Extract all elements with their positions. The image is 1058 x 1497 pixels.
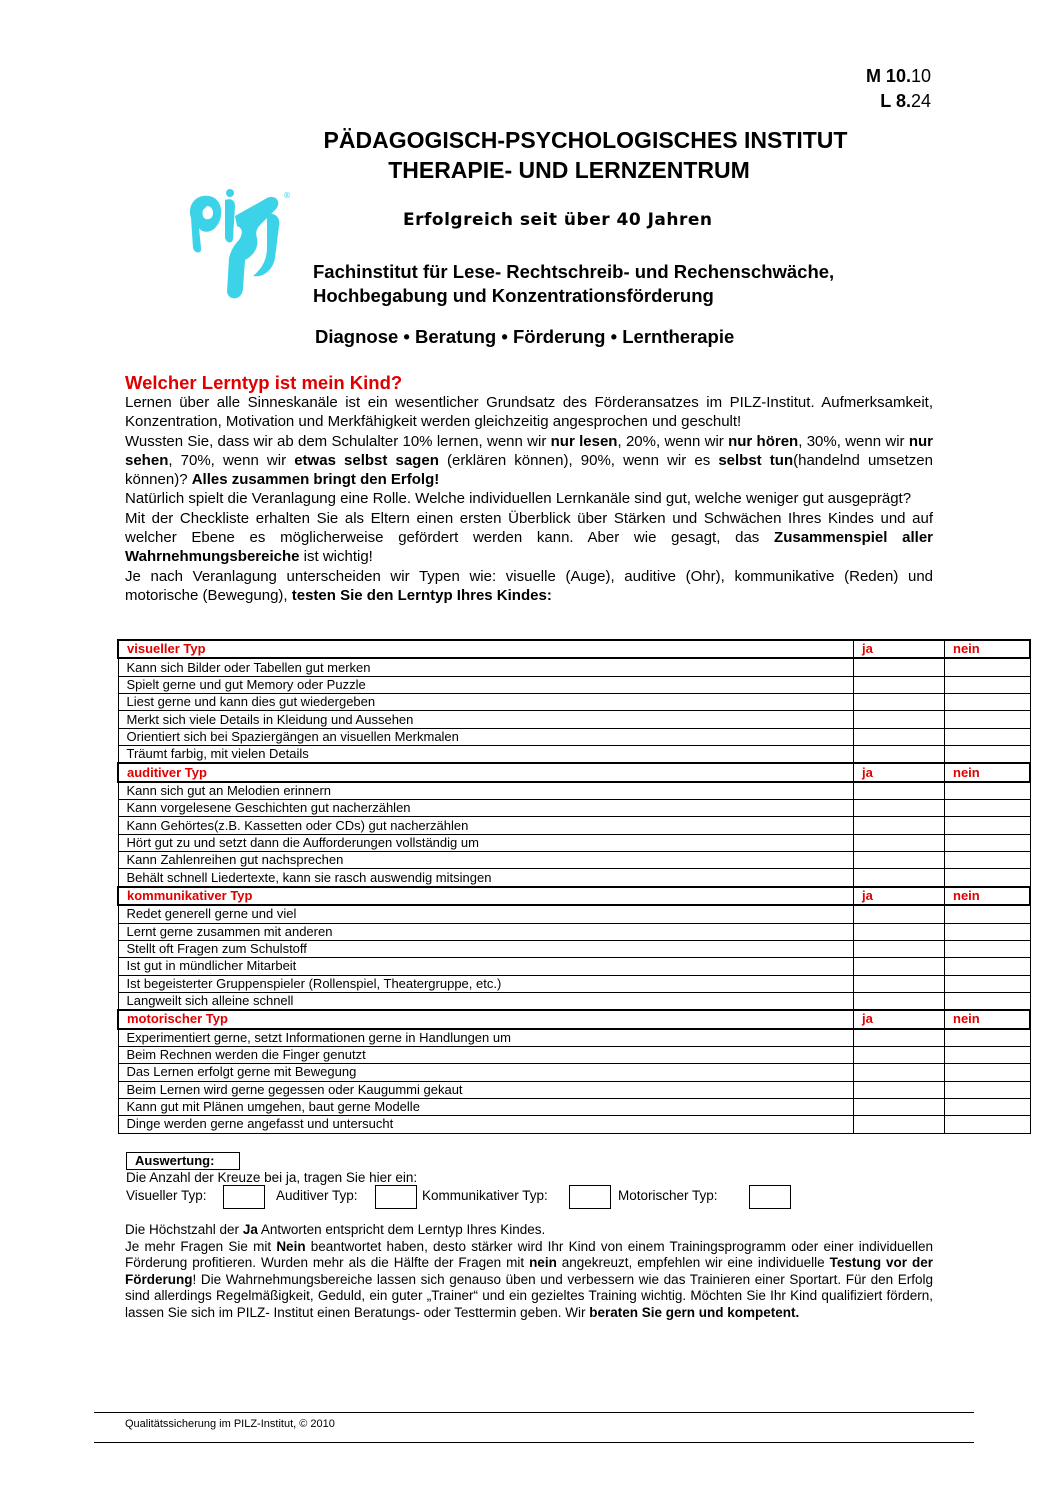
- checklist-item-text: Spielt gerne und gut Memory oder Puzzle: [118, 676, 854, 693]
- checklist-row: [118, 905, 1030, 923]
- yes-checkbox-cell[interactable]: [854, 834, 945, 851]
- checklist-row: [118, 834, 1030, 851]
- checklist-item-text: Kann gut mit Plänen umgehen, baut gerne Modelle: [118, 1098, 854, 1115]
- communicative-type-label: Kommunikativer Typ:: [422, 1188, 548, 1203]
- intro-paragraph-3: Natürlich spielt die Veranlagung eine Rolle. Welche individuellen Lernkanäle sind gut, welche weniger gut ausgeprägt?: [125, 490, 912, 508]
- no-checkbox-cell[interactable]: [945, 694, 1031, 711]
- no-checkbox-cell[interactable]: [945, 958, 1031, 975]
- checklist-item-text: Kann Gehörtes(z.B. Kassetten oder CDs) gut nacherzählen: [118, 817, 854, 834]
- checklist-item-text: Kann Zahlenreihen gut nachsprechen: [118, 852, 854, 869]
- no-checkbox-cell[interactable]: [945, 1029, 1031, 1047]
- yes-checkbox-cell[interactable]: [854, 992, 945, 1010]
- yes-checkbox-cell[interactable]: [854, 694, 945, 711]
- yes-checkbox-cell[interactable]: [854, 923, 945, 940]
- checklist-row: [118, 923, 1030, 940]
- checklist-row: [118, 711, 1030, 728]
- document-codes: [866, 64, 931, 114]
- intro-paragraph-2: Wussten Sie, dass wir ab dem Schulalter 10% lernen, wenn wir nur lesen, 20%, wenn wir nur hören, 30%, wenn wir nur sehen, 70%, wenn wir etwas selbst sagen (erklären können), 90%, wenn wir es selbst tun(handelnd umsetzen können)? Alles zusammen bringt den Erfolg!: [125, 432, 933, 489]
- auditive-type-label: Auditiver Typ:: [276, 1188, 358, 1203]
- column-yes-label: ja: [854, 1010, 945, 1028]
- checklist-row: [118, 817, 1030, 834]
- doc-code-m: M 10.10: [865, 66, 931, 86]
- no-checkbox-cell[interactable]: [945, 923, 1031, 940]
- checklist-item-text: Das Lernen erfolgt gerne mit Bewegung: [118, 1064, 854, 1081]
- yes-checkbox-cell[interactable]: [854, 905, 945, 923]
- footer-text: Qualitätssicherung im PILZ-Institut, © 2010: [125, 1418, 335, 1430]
- no-checkbox-cell[interactable]: [945, 1098, 1031, 1115]
- auditive-count-box[interactable]: [375, 1185, 417, 1209]
- yes-checkbox-cell[interactable]: [854, 869, 945, 887]
- logo-shapes: [190, 189, 279, 298]
- motor-count-box[interactable]: [749, 1185, 791, 1209]
- checklist-item-text: Dinge werden gerne angefasst und untersucht: [118, 1116, 854, 1133]
- intro-paragraph-5: Je nach Veranlagung unterscheiden wir Typen wie: visuelle (Auge), auditive (Ohr), kommunikative (Reden) und motorische (Bewegung), testen Sie den Lerntyp Ihres Kindes:: [125, 567, 933, 604]
- checklist-row: [118, 782, 1030, 800]
- registered-mark: ®: [283, 191, 291, 200]
- checklist-item-text: Beim Lernen wird gerne gegessen oder Kaugummi gekaut: [118, 1081, 854, 1098]
- intro-text: [125, 393, 933, 605]
- checklist-item-text: Beim Rechnen werden die Finger genutzt: [118, 1046, 854, 1063]
- checklist-item-text: Experimentiert gerne, setzt Informationen gerne in Handlungen um: [118, 1029, 854, 1047]
- column-yes-label: ja: [854, 640, 945, 658]
- checklist-item-text: Ist begeisterter Gruppenspieler (Rollenspiel, Theatergruppe, etc.): [118, 975, 854, 992]
- yes-checkbox-cell[interactable]: [854, 1064, 945, 1081]
- column-no-label: nein: [945, 640, 1031, 658]
- column-no-label: nein: [945, 1010, 1031, 1028]
- checklist-row: [118, 676, 1030, 693]
- section-title: visueller Typ: [118, 640, 854, 658]
- yes-checkbox-cell[interactable]: [854, 958, 945, 975]
- slogan: Erfolgreich seit über 40 Jahren: [403, 210, 713, 230]
- intro-paragraph-4: Mit der Checkliste erhalten Sie als Eltern einen ersten Überblick über Stärken und Schwächen Ihres Kindes und auf welcher Ebene es möglicherweise gefördert werden kann. Aber wie gesagt, das Zusammenspiel aller Wahrnehmungsbereiche ist wichtig!: [125, 509, 933, 566]
- specialization-text: [313, 260, 834, 308]
- no-checkbox-cell[interactable]: [945, 1081, 1031, 1098]
- no-checkbox-cell[interactable]: [945, 992, 1031, 1010]
- yes-checkbox-cell[interactable]: [854, 658, 945, 676]
- column-no-label: nein: [945, 763, 1031, 781]
- section-heading: Welcher Lerntyp ist mein Kind?: [125, 372, 403, 393]
- communicative-count-box[interactable]: [569, 1185, 611, 1209]
- no-checkbox-cell[interactable]: [945, 834, 1031, 851]
- checklist-row: [118, 728, 1030, 745]
- intro-paragraph-1: Lernen über alle Sinneskanäle ist ein wesentlicher Grundsatz des Förderansatzes im PILZ-Institut. Aufmerksamkeit, Konzentration, Motivation und Merkfähigkeit werden gleichzeitig angesprochen und geschult!: [125, 394, 933, 431]
- specialization-line-1: Fachinstitut für Lese- Rechtschreib- und Rechenschwäche,: [313, 261, 835, 282]
- yes-checkbox-cell[interactable]: [854, 852, 945, 869]
- checklist-row: [118, 1064, 1030, 1081]
- checklist-item-text: Ist gut in mündlicher Mitarbeit: [118, 958, 854, 975]
- column-yes-label: ja: [854, 763, 945, 781]
- checklist-row: [118, 975, 1030, 992]
- no-checkbox-cell[interactable]: [945, 711, 1031, 728]
- pilz-logo: [183, 188, 293, 303]
- checklist-row: [118, 940, 1030, 957]
- no-checkbox-cell[interactable]: [945, 746, 1031, 764]
- yes-checkbox-cell[interactable]: [854, 711, 945, 728]
- checklist-row: [118, 746, 1030, 764]
- yes-checkbox-cell[interactable]: [854, 975, 945, 992]
- checklist-row: [118, 992, 1030, 1010]
- checklist-row: [118, 1098, 1030, 1115]
- yes-checkbox-cell[interactable]: [854, 728, 945, 745]
- no-checkbox-cell[interactable]: [945, 800, 1031, 817]
- yes-checkbox-cell[interactable]: [854, 940, 945, 957]
- doc-code-l: L 8.24: [880, 91, 931, 111]
- institute-title: PÄDAGOGISCH-PSYCHOLOGISCHES INSTITUT: [323, 127, 848, 153]
- checklist-row: [118, 958, 1030, 975]
- checklist-item-text: Behält schnell Liedertexte, kann sie rasch auswendig mitsingen: [118, 869, 854, 887]
- checklist-row: [118, 852, 1030, 869]
- checklist-row: [118, 1046, 1030, 1063]
- checklist-row: [118, 1081, 1030, 1098]
- yes-checkbox-cell[interactable]: [854, 1046, 945, 1063]
- no-checkbox-cell[interactable]: [945, 975, 1031, 992]
- no-checkbox-cell[interactable]: [945, 869, 1031, 887]
- no-checkbox-cell[interactable]: [945, 676, 1031, 693]
- checklist-item-text: Stellt oft Fragen zum Schulstoff: [118, 940, 854, 957]
- footer-divider-bottom: [94, 1442, 974, 1443]
- checklist-row: [118, 658, 1030, 676]
- yes-checkbox-cell[interactable]: [854, 1081, 945, 1098]
- motor-type-label: Motorischer Typ:: [618, 1188, 718, 1203]
- no-checkbox-cell[interactable]: [945, 852, 1031, 869]
- checklist-section-header: [118, 763, 1030, 781]
- checklist-section-header: [118, 1010, 1030, 1028]
- checklist-item-text: Redet generell gerne und viel: [118, 905, 854, 923]
- no-checkbox-cell[interactable]: [945, 1064, 1031, 1081]
- checklist-row: [118, 800, 1030, 817]
- no-checkbox-cell[interactable]: [945, 1046, 1031, 1063]
- checklist-item-text: Hört gut zu und setzt dann die Aufforderungen vollständig um: [118, 834, 854, 851]
- checklist-row: [118, 1116, 1030, 1133]
- checklist-row: [118, 1029, 1030, 1047]
- section-title: motorischer Typ: [118, 1010, 854, 1028]
- visual-count-box[interactable]: [223, 1185, 265, 1209]
- checklist-section-header: [118, 887, 1030, 905]
- section-title: auditiver Typ: [118, 763, 854, 781]
- no-checkbox-cell[interactable]: [945, 940, 1031, 957]
- no-checkbox-cell[interactable]: [945, 728, 1031, 745]
- no-checkbox-cell[interactable]: [945, 1116, 1031, 1133]
- no-checkbox-cell[interactable]: [945, 817, 1031, 834]
- checklist-item-text: Orientiert sich bei Spaziergängen an visuellen Merkmalen: [118, 728, 854, 745]
- evaluation-label: Auswertung:: [126, 1152, 240, 1170]
- no-checkbox-cell[interactable]: [945, 658, 1031, 676]
- closing-text: [125, 1222, 933, 1322]
- yes-checkbox-cell[interactable]: [854, 1098, 945, 1115]
- learning-type-checklist: [117, 639, 1031, 1134]
- closing-paragraph-1: Die Höchstzahl der Ja Antworten entspricht dem Lerntyp Ihres Kindes.: [125, 1222, 546, 1237]
- specialization-line-2: Hochbegabung und Konzentrationsförderung: [313, 285, 714, 306]
- checklist-item-text: Merkt sich viele Details in Kleidung und Aussehen: [118, 711, 854, 728]
- no-checkbox-cell[interactable]: [945, 905, 1031, 923]
- checklist-item-text: Kann vorgelesene Geschichten gut nacherzählen: [118, 800, 854, 817]
- checklist-item-text: Langweilt sich alleine schnell: [118, 992, 854, 1010]
- checklist-item-text: Träumt farbig, mit vielen Details: [118, 746, 854, 764]
- checklist-item-text: Kann sich Bilder oder Tabellen gut merken: [118, 658, 854, 676]
- no-checkbox-cell[interactable]: [945, 782, 1031, 800]
- checklist-section-header: [118, 640, 1030, 658]
- yes-checkbox-cell[interactable]: [854, 746, 945, 764]
- visual-type-label: Visueller Typ:: [126, 1188, 207, 1203]
- yes-checkbox-cell[interactable]: [854, 782, 945, 800]
- yes-checkbox-cell[interactable]: [854, 800, 945, 817]
- column-no-label: nein: [945, 887, 1031, 905]
- checklist-item-text: Lernt gerne zusammen mit anderen: [118, 923, 854, 940]
- checklist-item-text: Liest gerne und kann dies gut wiedergeben: [118, 694, 854, 711]
- column-yes-label: ja: [854, 887, 945, 905]
- yes-checkbox-cell[interactable]: [854, 817, 945, 834]
- checklist-item-text: Kann sich gut an Melodien erinnern: [118, 782, 854, 800]
- services-line: Diagnose • Beratung • Förderung • Lerntherapie: [315, 326, 735, 347]
- checklist-row: [118, 694, 1030, 711]
- checklist-row: [118, 869, 1030, 887]
- evaluation-hint: Die Anzahl der Kreuze bei ja, tragen Sie hier ein:: [126, 1170, 418, 1185]
- yes-checkbox-cell[interactable]: [854, 1116, 945, 1133]
- institute-subtitle: THERAPIE- UND LERNZENTRUM: [388, 157, 750, 183]
- yes-checkbox-cell[interactable]: [854, 1029, 945, 1047]
- closing-paragraph-2: Je mehr Fragen Sie mit Nein beantwortet haben, desto stärker wird Ihr Kind von einem Trainingsprogramm oder einer individuellen Förderung profitieren. Wurden mehr als die Hälfte der Fragen mit nein angekreuzt, empfehlen wir eine individuelle Testung vor der Förderung! Die Wahrnehmungsbereiche lassen sich genauso üben und verbessern wie das Trainieren einer Sportart. Für den Erfolg sind allerdings Regelmäßigkeit, Geduld, ein guter „Trainer“ und ein gezieltes Training wichtig. Möchten Sie Ihr Kind qualifiziert fördern, lassen Sie sich im PILZ- Institut einen Beratungs- oder Testtermin geben. Wir beraten Sie gern und kompetent.: [125, 1238, 933, 1320]
- yes-checkbox-cell[interactable]: [854, 676, 945, 693]
- section-title: kommunikativer Typ: [118, 887, 854, 905]
- footer-divider-top: [94, 1412, 974, 1413]
